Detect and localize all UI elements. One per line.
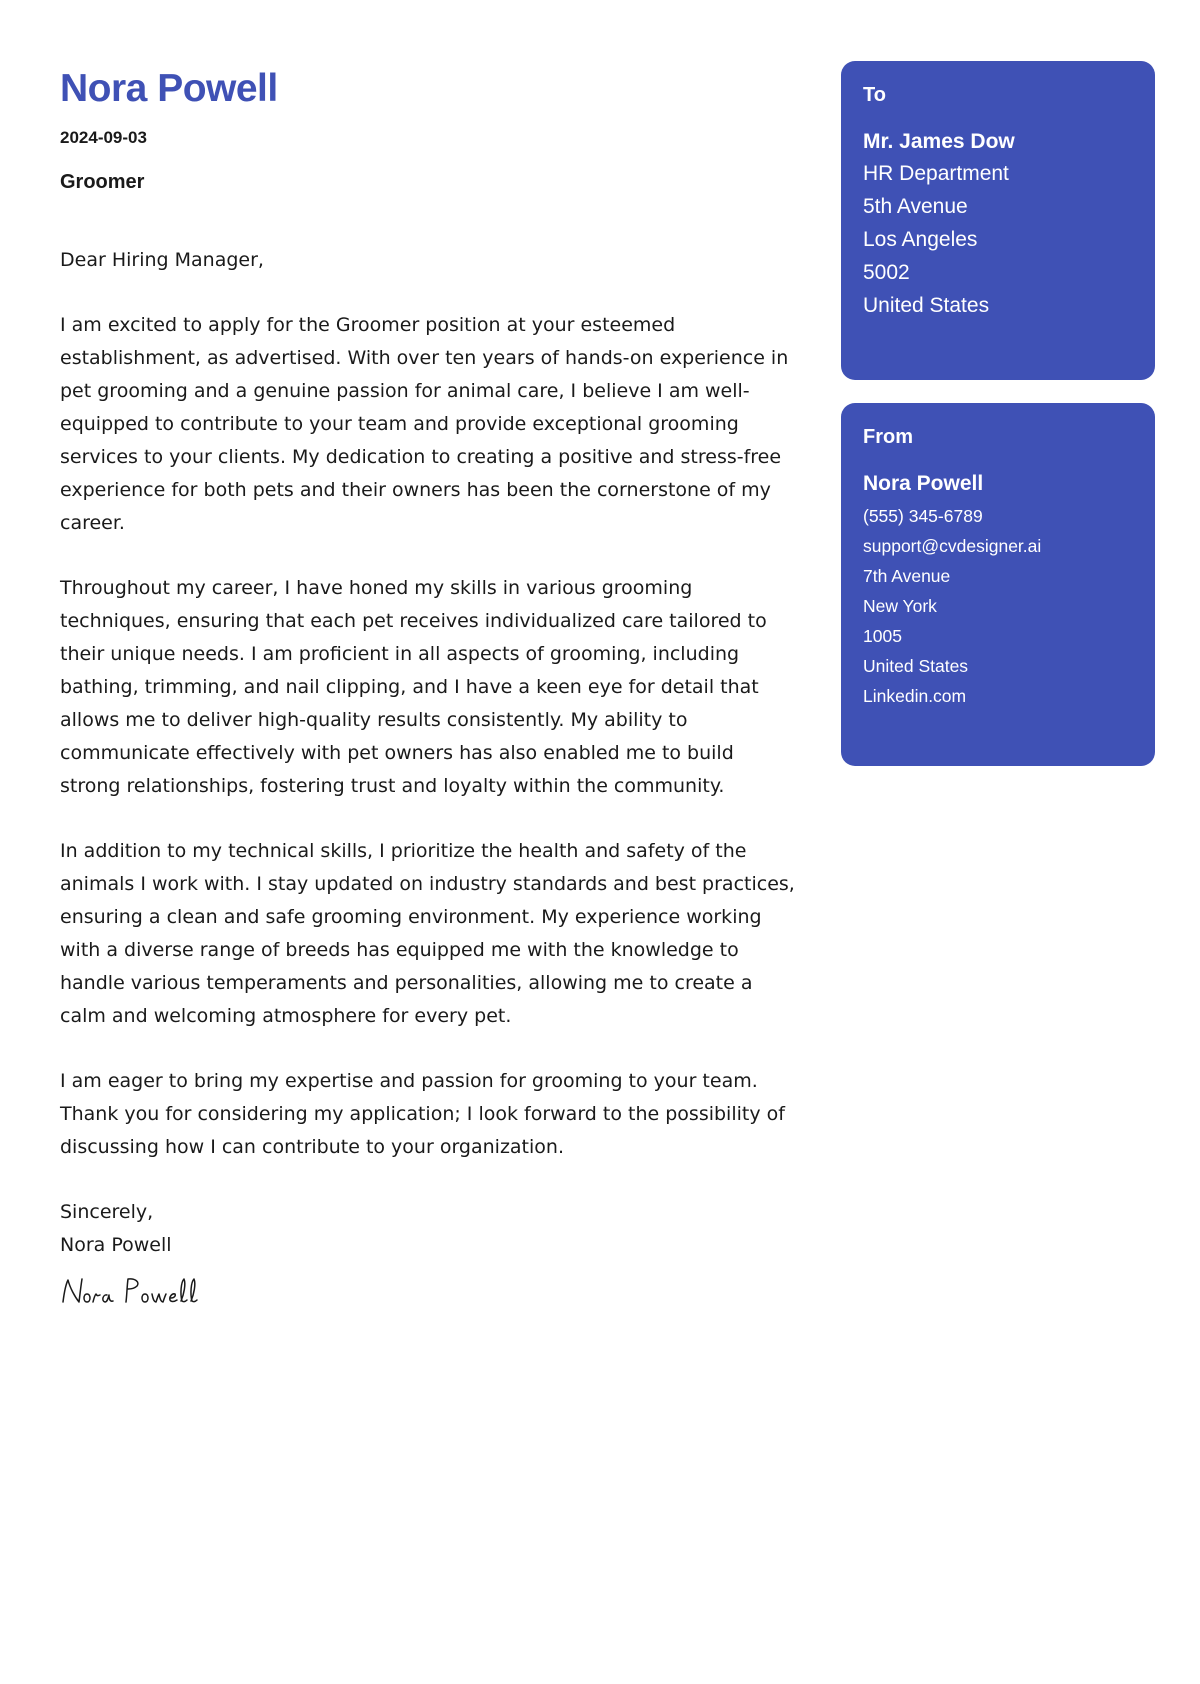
closing-salutation: Sincerely, [60, 1201, 154, 1223]
paragraph-3: In addition to my technical skills, I prioritize the health and safety of the animals I work with. I stay updated on industry standards and best practices, ensuring a clean and safe grooming environment. My experience working with a diverse range of breeds has equipped me with the knowledge to handle various temperaments and personalities, allowing me to create a calm and welcoming atmosphere for every pet. [60, 840, 795, 1027]
closing-block [60, 1196, 800, 1262]
recipient-name: Mr. James Dow [863, 130, 1015, 153]
letter-body [60, 244, 800, 1164]
sender-phone: (555) 345-6789 [863, 506, 983, 526]
letter-date: 2024-09-03 [60, 128, 147, 147]
applicant-name: Nora Powell [60, 67, 278, 110]
closing-name: Nora Powell [60, 1234, 172, 1256]
sender-email: support@cvdesigner.ai [863, 536, 1042, 556]
paragraph-4: I am eager to bring my expertise and passion for grooming to your team. Thank you for considering my application; I look forward to the possibility of discussing how I can contribute to your organization. [60, 1070, 785, 1158]
recipient-card [841, 61, 1155, 380]
sender-city: New York [863, 596, 937, 616]
recipient-postal-code: 5002 [863, 261, 910, 284]
recipient-city: Los Angeles [863, 228, 978, 251]
letter-column [60, 62, 800, 1308]
handwritten-signature [60, 1274, 210, 1308]
greeting: Dear Hiring Manager, [60, 249, 264, 271]
recipient-heading: To [863, 84, 886, 106]
recipient-country: United States [863, 294, 990, 317]
sender-linkedin: Linkedin.com [863, 686, 967, 706]
recipient-street: 5th Avenue [863, 195, 968, 218]
sender-country: United States [863, 656, 969, 676]
recipient-department: HR Department [863, 162, 1009, 185]
sender-street: 7th Avenue [863, 566, 951, 586]
paragraph-1: I am excited to apply for the Groomer position at your esteemed establishment, as advertised. With over ten years of hands-on experience in pet grooming and a genuine passion for animal care, I believe I am well-equipped to contribute to your team and provide exceptional grooming services to your clients. My dedication to creating a positive and stress-free experience for both pets and their owners has been the cornerstone of my career. [60, 314, 789, 534]
sender-postal-code: 1005 [863, 626, 902, 646]
sender-card [841, 403, 1155, 766]
sender-name: Nora Powell [863, 472, 984, 495]
sender-heading: From [863, 426, 913, 448]
job-title: Groomer [60, 171, 145, 193]
paragraph-2: Throughout my career, I have honed my skills in various grooming techniques, ensuring that each pet receives individualized care tailored to their unique needs. I am proficient in all aspects of grooming, including bathing, trimming, and nail clipping, and I have a keen eye for detail that allows me to deliver high-quality results consistently. My ability to communicate effectively with pet owners has also enabled me to build strong relationships, fostering trust and loyalty within the community. [60, 577, 767, 797]
